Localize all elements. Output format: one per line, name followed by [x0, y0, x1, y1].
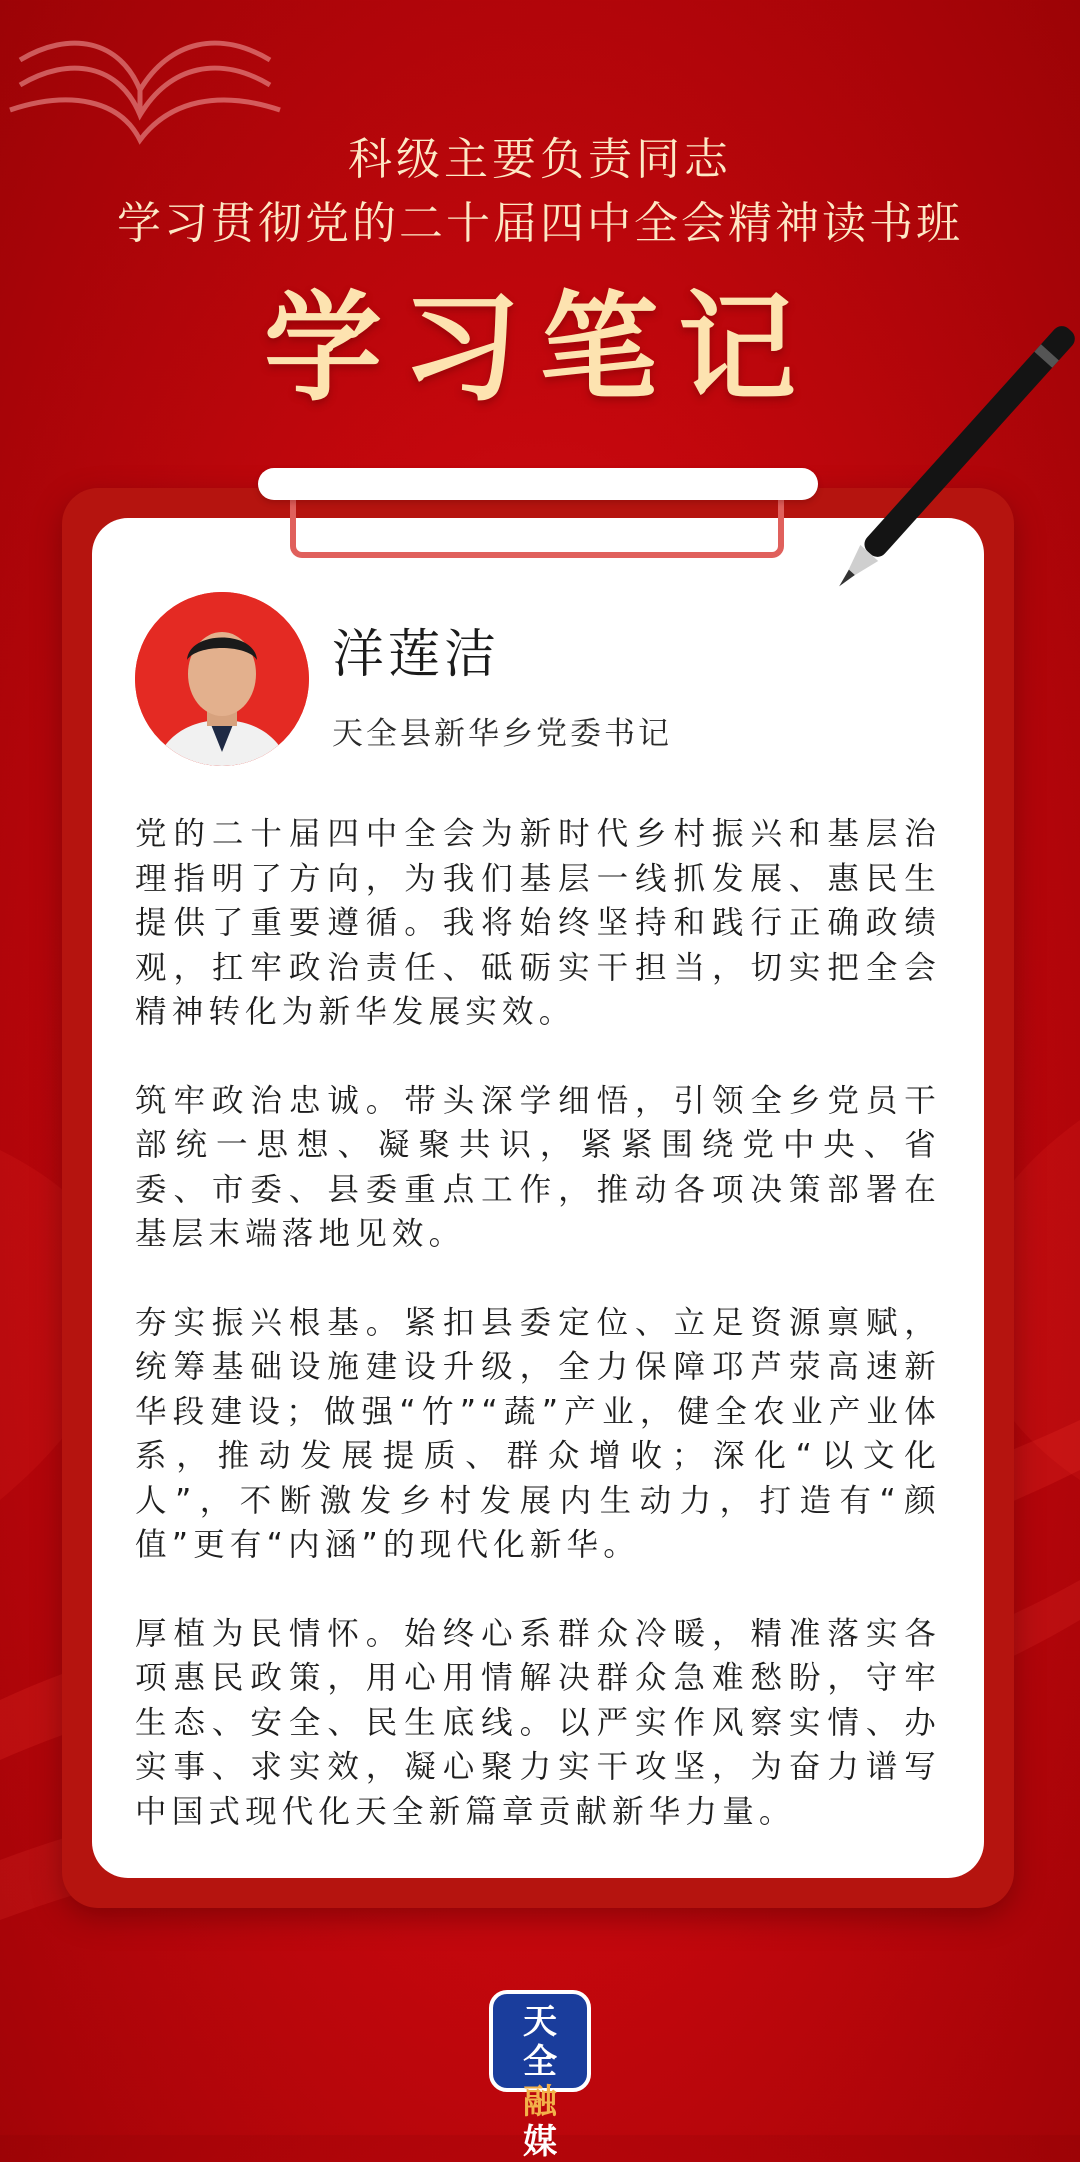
clipboard-clip-frame [290, 498, 784, 558]
paragraph: 筑牢政治忠诚。带头深学细悟，引领全乡党员干部统一思想、凝聚共识，紧紧围绕党中央、省委、市委、县委重点工作，推动各项决策部署在基层末端落地见效。 [135, 1082, 941, 1252]
avatar [135, 592, 309, 766]
logo-char: 媒 [523, 2122, 557, 2162]
paragraph: 党的二十届四中全会为新时代乡村振兴和基层治理指明了方向，为我们基层一线抓发展、惠民生提供了重要遵循。我将始终坚持和践行正确政绩观，扛牢政治责任、砥砺实干担当，切实把全会精神转化为新华发展实效。 [135, 816, 941, 1030]
subtitle-line2: 学习贯彻党的二十届四中全会精神读书班 [117, 198, 963, 249]
person-role: 天全县新华乡党委书记 [332, 716, 672, 752]
logo-char: 融 [523, 2082, 557, 2122]
clipboard-clip [258, 468, 818, 500]
paragraph: 厚植为民情怀。始终心系群众冷暖，精准落实各项惠民政策，用心用情解决群众急难愁盼，守牢生态、安全、民生底线。以严实作风察实情、办实事、求实效，凝心聚力实干攻坚，为奋力谱写中国式现代化天全新篇章贡献新华力量。 [135, 1615, 941, 1830]
logo-char: 天 [523, 2002, 557, 2042]
article-body [135, 812, 941, 1878]
portrait-icon [135, 592, 309, 766]
logo-char: 全 [523, 2042, 557, 2082]
subtitle-line1: 科级主要负责同志 [348, 134, 732, 185]
page-title: 学习笔记 [263, 279, 816, 417]
tianquan-media-logo [489, 1990, 591, 2162]
paragraph: 夯实振兴根基。紧扣县委定位、立足资源禀赋，统筹基础设施建设升级，全力保障邛芦荥高速新华段建设；做强“竹”“蔬”产业，健全农业产业体系，推动发展提质、群众增收；深化“以文化人”，不断激发乡村发展内生动力，打造有“颜值”更有“内涵”的现代化新华。 [135, 1304, 941, 1563]
person-name: 洋莲洁 [332, 625, 501, 685]
pen-icon [820, 320, 1080, 600]
